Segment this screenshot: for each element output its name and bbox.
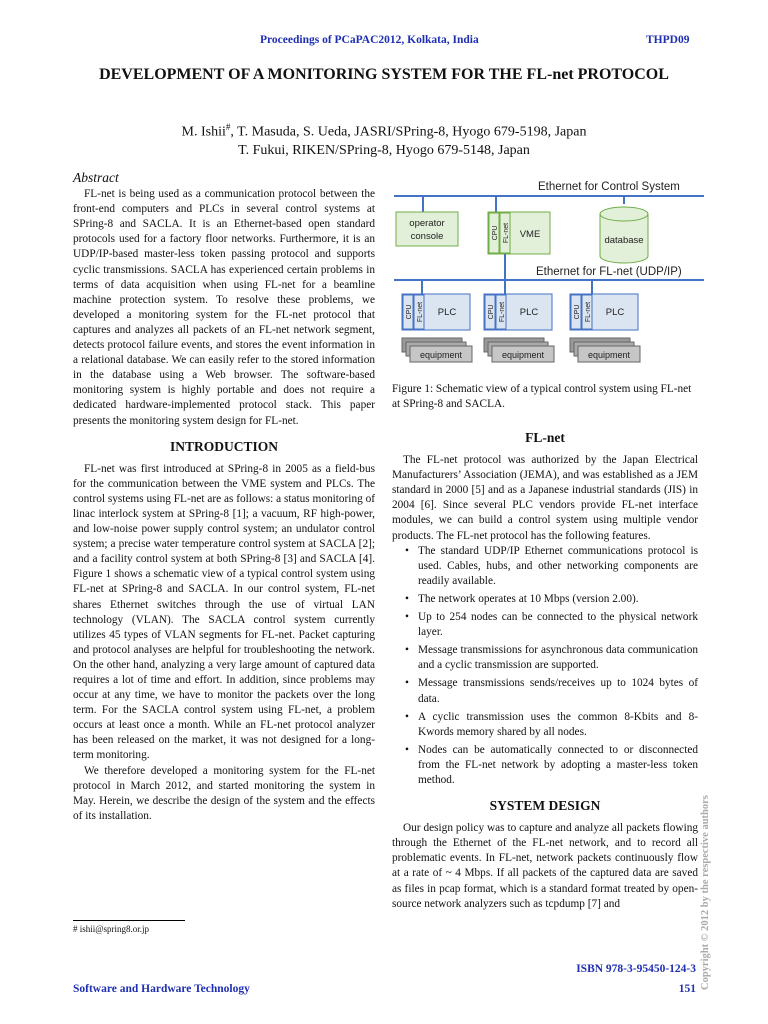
plc-3-cpu-label: CPU — [574, 304, 581, 320]
flnet-feature: • Message transmissions for asynchronous data communication and a cyclic transmission are supported. — [418, 643, 698, 673]
first-author: M. Ishii — [181, 124, 226, 140]
paper-id: THPD09 — [646, 34, 690, 46]
flnet-feature: • Up to 254 nodes can be connected to the physical network layer. — [418, 610, 698, 640]
authors — [60, 118, 708, 160]
abstract-text: FL-net is being used as a communication protocol between the front-end computers and PLCs in several control systems at SPring-8 and SACLA. It is an Ethernet-based open standard protocols used for a factory floor networks. Furthermore, it is an UDP/IP-based master-less token passing protocol and supports cyclic transmissions. SACLA has experienced certain problems in terms of data acquisition when using FL-net for a beamline machine protection system. To resolve these problems, we developed a monitoring system for the FL-net protocol that captures and analyzes all packets of an FL-net network segment, detects protocol failure events, and stores the event information in a relational database. We can easily refer to the stored information in the database using a Web browser. The software-based monitoring system is highly portable and does not require a dedicated hardware-implemented protocol stack. This paper presents the monitoring system design for FL-net. — [73, 188, 375, 427]
flnet-feature: • Nodes can be automatically connected to or disconnected from the FL-net network by adopting a master-less token method. — [418, 743, 698, 788]
proceedings-header: Proceedings of PCaPAC2012, Kolkata, India — [260, 34, 479, 46]
figure-1-caption: Figure 1: Schematic view of a typical control system using FL-net at SPring-8 and SACLA. — [392, 383, 692, 410]
database-cylinder-top — [600, 207, 648, 221]
flnet-feature-list — [392, 544, 698, 788]
plc-1-flnet-label: FL-net — [417, 301, 424, 323]
footnote-rule — [73, 920, 185, 921]
authors-line-1 — [60, 118, 708, 142]
introduction-paragraph-2: We therefore developed a monitoring system for the FL-net protocol in March 2012, and started monitoring the system in May. Herein, we describe the design of the system and the effects of its installation. — [73, 764, 375, 822]
operator-console-label-2: console — [410, 231, 444, 242]
plc-2-flnet-label: FL-net — [499, 301, 506, 323]
author-affiliation-1: , T. Masuda, S. Ueda, JASRI/SPring-8, Hyogo 679-5198, Japan — [230, 124, 587, 140]
vme-label: VME — [519, 229, 541, 240]
plc-1-label: PLC — [437, 307, 457, 318]
flnet-feature: • The standard UDP/IP Ethernet communications protocol is used. Cables, hubs, and other networking components are readily available. — [418, 544, 698, 589]
flnet-feature: • Message transmissions sends/receives up to 1024 bytes of data. — [418, 676, 698, 706]
vme-cpu-label: CPU — [492, 225, 499, 241]
plc-1-cpu-label: CPU — [406, 304, 413, 320]
introduction-paragraph-1: FL-net was first introduced at SPring-8 in 2005 as a field-bus for the communication between the VME system and PLCs. The control systems using FL-net are as follows: a status monitoring of linac interlock system at SPring-8 [1]; a vacuum, RF high-power, and low-noise power supply control system; an undulator control system; a precise water temperature control system at SACLA [2]; and a facility control system at both SPring-8 [3] and SACLA [4]. Figure 1 shows a schematic view of a typical control system using FL-net at SPring-8 and SACLA. In our control system, FL-net shares Ethernet switches through the use of virtual LAN technology (VLAN). The SACLA control system currently utilizes 45 types of VLAN segments for FL-net. Packet capturing and protocol analyses are helpful for troubleshooting the network. On the other hand, analyzing a very large amount of captured data requires a lot of time and effort. In addition, since problems may occur at any time, we have to monitor the packets over the long term. For the SACLA control system using FL-net, a problem occurs at least once a month. While an FL-net protocol analyzer has been released on the market, it was not designed for a long-term monitoring. — [73, 462, 375, 762]
equipment-1-label: equipment — [419, 350, 463, 360]
plc-2-label: PLC — [519, 307, 539, 318]
equipment-2-label: equipment — [501, 350, 545, 360]
vme-flnet-label: FL-net — [503, 222, 510, 244]
abstract-heading: Abstract — [73, 170, 119, 185]
equipment-3-label: equipment — [587, 350, 631, 360]
footer-section: Software and Hardware Technology — [73, 983, 250, 995]
plc-3-flnet-label: FL-net — [585, 301, 592, 323]
paper-title: DEVELOPMENT OF A MONITORING SYSTEM FOR THE FL-net PROTOCOL — [99, 66, 669, 83]
copyright-notice: Copyright © 2012 by the respective authors — [700, 795, 711, 990]
flnet-paragraph-1: The FL-net protocol was authorized by the Japan Electrical Manufacturers’ Association (JEMA), and was established as a JEM standard in 2000 [5] and as a Japanese industrial standards (JIS) in 2004 [6]. Since several PLC vendors provide FL-net interface modules, we can build a control system using multiple vendor products. The FL-net protocol has the following features. — [392, 454, 698, 542]
page-number: 151 — [678, 983, 696, 995]
operator-console-label-1: operator — [409, 218, 445, 229]
flnet-feature: • A cyclic transmission uses the common 8-Kbits and 8-Kwords memory shared by all nodes. — [418, 710, 698, 740]
plc-2-cpu-label: CPU — [488, 304, 495, 320]
flnet-feature: • The network operates at 10 Mbps (version 2.00). — [418, 592, 698, 607]
database-label: database — [604, 235, 644, 246]
left-column — [73, 170, 375, 824]
flnet-heading: FL-net — [525, 430, 565, 445]
footnote-email: # ishii@spring8.or.jp — [73, 924, 150, 934]
ethernet-control-label: Ethernet for Control System — [538, 181, 680, 193]
isbn: ISBN 978-3-95450-124-3 — [576, 963, 696, 975]
system-design-paragraph-1: Our design policy was to capture and analyze all packets flowing through the Ethernet of the FL-net network, and to record all problematic events. In FL-net, network packets continuously flow at a rate of ~ 4 Mbps. If all packets of the captured data are saved as files in pcap format, which is a standard format treated by open-source network analyzers such as tcpdump [7] and — [392, 822, 698, 910]
author-footnote-mark: # — [225, 122, 231, 132]
authors-line-2: T. Fukui, RIKEN/SPring-8, Hyogo 679-5148, Japan — [238, 142, 530, 158]
introduction-heading: INTRODUCTION — [169, 438, 278, 454]
plc-group-3 — [570, 280, 640, 362]
system-design-heading: SYSTEM DESIGN — [489, 798, 601, 814]
plc-group-1 — [402, 280, 472, 362]
ethernet-flnet-label: Ethernet for FL-net (UDP/IP) — [536, 266, 682, 278]
figure-1-diagram — [392, 176, 708, 372]
plc-3-label: PLC — [605, 307, 625, 318]
plc-group-2 — [484, 280, 554, 362]
right-column — [392, 430, 698, 912]
